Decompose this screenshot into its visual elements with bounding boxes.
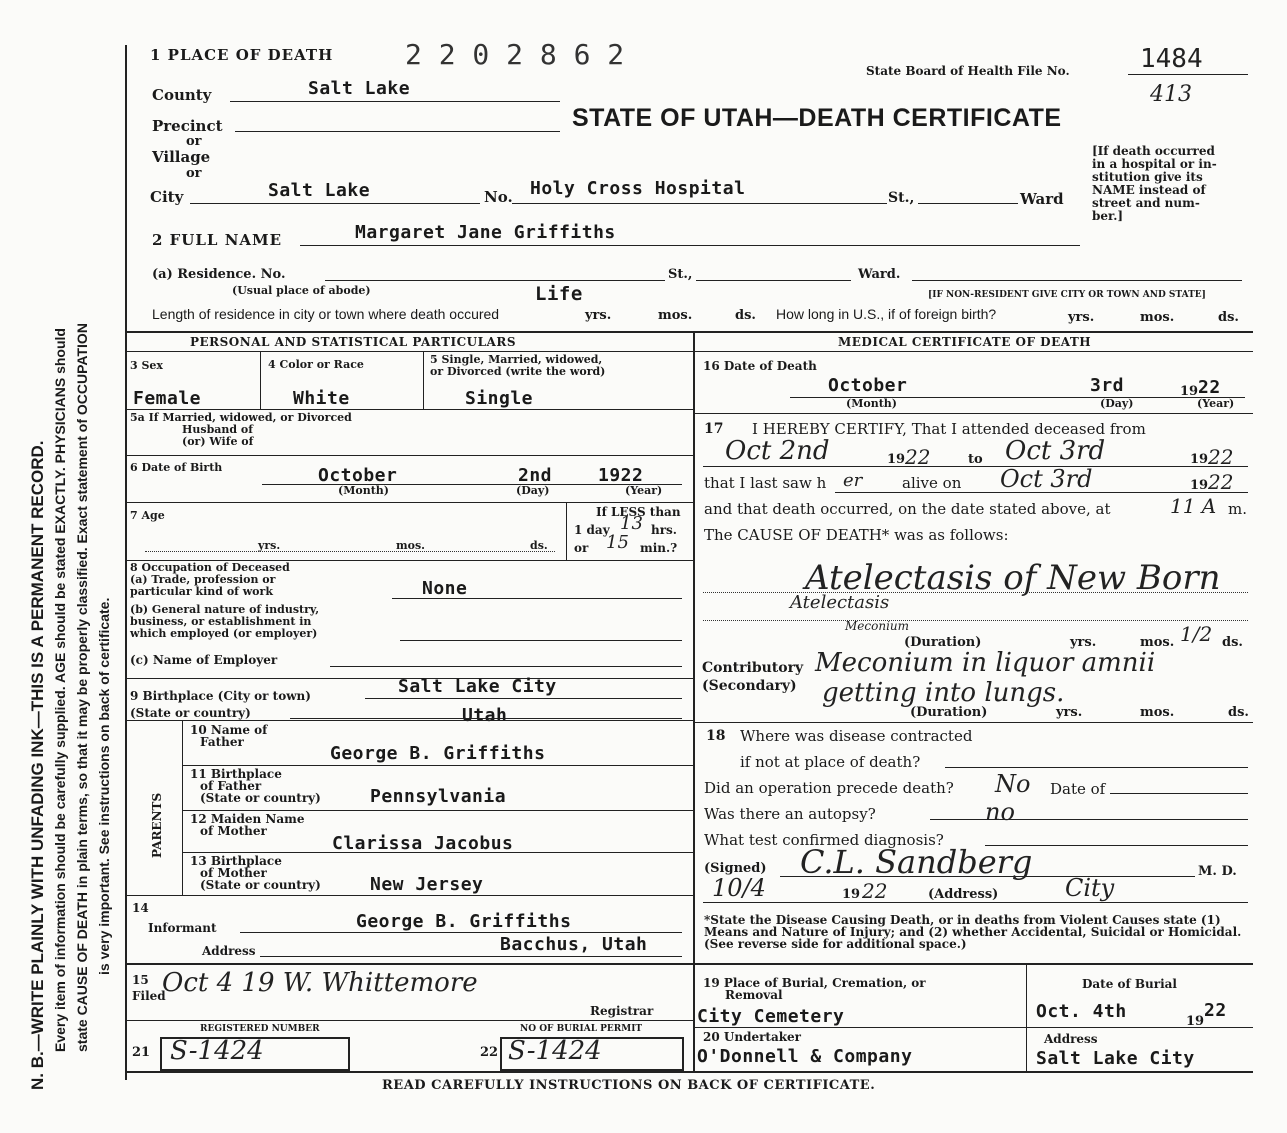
file-sub-number: 413 bbox=[1150, 82, 1192, 107]
birthplace-state-label: (State or country) bbox=[130, 706, 251, 720]
certificate-title: STATE OF UTAH—DEATH CERTIFICATE bbox=[572, 104, 1062, 132]
autopsy-label: Was there an autopsy? bbox=[704, 805, 876, 823]
foreign-birth-label: How long in U.S., if of foreign birth? bbox=[776, 306, 997, 322]
informant-address: Bacchus, Utah bbox=[500, 934, 648, 955]
undertaker-address: Salt Lake City bbox=[1036, 1048, 1195, 1069]
cause-duration-label: (Duration) bbox=[904, 635, 982, 650]
signed-19: 19 bbox=[842, 887, 861, 902]
file-number: 1484 bbox=[1140, 44, 1203, 74]
father-name: George B. Griffiths bbox=[330, 743, 546, 764]
death-time-label: and that death occurred, on the date stated above, at bbox=[704, 500, 1111, 518]
age-mos: mos. bbox=[396, 539, 425, 552]
footer-instructions: READ CAREFULLY INSTRUCTIONS ON BACK OF CERTIFICATE. bbox=[382, 1078, 876, 1093]
age-label: 7 Age bbox=[130, 509, 165, 522]
res-ds: ds. bbox=[735, 308, 756, 323]
dod-month: October bbox=[828, 375, 908, 396]
autopsy-value: no bbox=[985, 798, 1015, 826]
dob-label: 6 Date of Birth bbox=[130, 461, 223, 474]
personal-section-title: PERSONAL AND STATISTICAL PARTICULARS bbox=[190, 335, 517, 349]
dob-month-caption: (Month) bbox=[338, 484, 389, 497]
burial-date-label: Date of Burial bbox=[1082, 977, 1177, 991]
center-divider bbox=[693, 331, 695, 1071]
file-number-label: State Board of Health File No. bbox=[866, 64, 1070, 78]
marital-label-2: or Divorced (write the word) bbox=[430, 365, 606, 378]
side-note-line4: is very important. See instructions on back of certificate. bbox=[96, 597, 112, 975]
alive-19: 19 bbox=[1190, 478, 1209, 493]
street-no-label: No. bbox=[484, 188, 513, 206]
dod-year-prefix: 19 bbox=[1180, 384, 1199, 399]
marital-value: Single bbox=[465, 388, 534, 409]
operation-label: Did an operation precede death? bbox=[704, 779, 954, 797]
birthplace-city: Salt Lake City bbox=[398, 676, 557, 697]
age-hours-value: 13 bbox=[620, 513, 643, 534]
mother-birthplace-label: 13 Birthplace of Mother (State or country) bbox=[190, 854, 321, 892]
burial-permit-number: S-1424 bbox=[508, 1036, 602, 1066]
foreign-mos: mos. bbox=[1140, 310, 1175, 325]
attended-from: Oct 2nd bbox=[725, 436, 830, 466]
usual-abode-label: (Usual place of abode) bbox=[232, 284, 371, 297]
race-label: 4 Color or Race bbox=[268, 358, 364, 371]
street-label: St., bbox=[888, 190, 915, 206]
age-ds: ds. bbox=[530, 539, 548, 552]
undertaker-label: 20 Undertaker bbox=[703, 1030, 802, 1044]
dod-day: 3rd bbox=[1090, 375, 1125, 396]
dod-day-caption: (Day) bbox=[1100, 397, 1134, 410]
sex-label: 3 Sex bbox=[130, 359, 163, 372]
death-time: 11 A bbox=[1170, 494, 1217, 518]
dob-day: 2nd bbox=[518, 465, 553, 486]
date-of-death-label: 16 Date of Death bbox=[703, 359, 817, 373]
attended-to-19: 19 bbox=[1190, 452, 1209, 467]
reg-number-index: 21 bbox=[132, 1045, 151, 1060]
certify-index: 17 bbox=[704, 421, 724, 437]
registrar-label: Registrar bbox=[590, 1004, 654, 1018]
dob-month: October bbox=[318, 465, 398, 486]
informant-number: 14 bbox=[132, 901, 149, 915]
contrib-duration-mos: mos. bbox=[1140, 705, 1175, 720]
foreign-yrs: yrs. bbox=[1068, 310, 1095, 325]
filed-signature: Oct 4 19 W. Whittemore bbox=[162, 968, 478, 998]
signed-date: 10/4 bbox=[712, 874, 766, 902]
disease-contracted-label: Where was disease contracted bbox=[740, 727, 973, 745]
burial-permit-index: 22 bbox=[480, 1045, 499, 1060]
res-mos: mos. bbox=[658, 308, 693, 323]
or-min-label: or bbox=[574, 541, 589, 555]
precinct-label: Precinct bbox=[152, 117, 223, 135]
registered-number: S-1424 bbox=[170, 1036, 264, 1066]
q18-index: 18 bbox=[706, 728, 726, 744]
disease-contracted-label-2: if not at place of death? bbox=[740, 753, 921, 771]
registered-number-label: REGISTERED NUMBER bbox=[200, 1024, 320, 1034]
residence-length-label: Length of residence in city or town where death occured bbox=[152, 306, 500, 322]
form-left-border bbox=[125, 45, 127, 1080]
side-note-line2: Every item of information should be carefully supplied. AGE should be stated EXACTLY. PHYSICIANS should bbox=[52, 328, 68, 1052]
age-minutes-value: 15 bbox=[606, 532, 629, 553]
medical-section-title: MEDICAL CERTIFICATE OF DEATH bbox=[838, 335, 1092, 349]
mother-label: 12 Maiden Name of Mother bbox=[190, 812, 305, 838]
hrs-label: hrs. bbox=[651, 523, 677, 537]
meconium-note: Meconium bbox=[845, 619, 910, 633]
age-yrs: yrs. bbox=[258, 539, 281, 552]
attended-from-19: 19 bbox=[887, 452, 906, 467]
contributory-label: Contributory bbox=[702, 660, 804, 676]
industry-label: (b) General nature of industry, business, or establishment in which employed (or employer) bbox=[130, 603, 320, 640]
dob-year: 1922 bbox=[598, 465, 644, 486]
undertaker: O'Donnell & Company bbox=[697, 1046, 913, 1067]
burial-permit-label: NO OF BURIAL PERMIT bbox=[520, 1024, 643, 1034]
filed-number: 15 bbox=[132, 973, 149, 987]
death-time-m: m. bbox=[1228, 500, 1247, 518]
burial-19: 19 bbox=[1186, 1014, 1205, 1029]
informant-name: George B. Griffiths bbox=[356, 911, 572, 932]
marital-label-1: 5 Single, Married, widowed, bbox=[430, 353, 603, 366]
city-value: Salt Lake bbox=[268, 180, 371, 201]
dob-day-caption: (Day) bbox=[516, 484, 550, 497]
stamp-number: 2 2 0 2 8 6 2 bbox=[405, 38, 625, 71]
burial-date: Oct. 4th bbox=[1036, 1001, 1127, 1022]
cause-footnote: *State the Disease Causing Death, or in deaths from Violent Causes state (1) Means and Nature of Injury; and (2) whether Accidental, Suicidal or Homicidal. (See reverse side for additional space.) bbox=[704, 913, 1242, 951]
contrib-duration-label: (Duration) bbox=[910, 705, 988, 720]
side-note-line1: N. B.—WRITE PLAINLY WITH UNFADING INK—THIS IS A PERMANENT RECORD. bbox=[28, 440, 47, 1090]
physician-address-label: (Address) bbox=[928, 887, 999, 902]
attended-to: Oct 3rd bbox=[1005, 436, 1106, 466]
test-label: What test confirmed diagnosis? bbox=[704, 831, 944, 849]
cause-duration-mos: mos. bbox=[1140, 635, 1175, 650]
informant-label: Informant bbox=[148, 921, 217, 935]
ward-label: Ward bbox=[1020, 190, 1064, 208]
residence-ward-label: Ward. bbox=[858, 267, 901, 282]
signed-year: 22 bbox=[862, 879, 888, 903]
father-birthplace: Pennsylvania bbox=[370, 786, 507, 807]
village-label: Village bbox=[152, 148, 211, 166]
last-saw-pronoun: er bbox=[843, 470, 863, 491]
father-birthplace-label: 11 Birthplace of Father (State or country) bbox=[190, 767, 321, 805]
residence-label: (a) Residence. No. bbox=[152, 267, 286, 282]
county-value: Salt Lake bbox=[308, 78, 411, 99]
burial-place: City Cemetery bbox=[697, 1006, 845, 1027]
occupation-label: 8 Occupation of Deceased (a) Trade, profession or particular kind of work bbox=[130, 561, 290, 598]
cause-duration-ds: ds. bbox=[1222, 635, 1243, 650]
filed-label: Filed bbox=[132, 989, 166, 1003]
contributory-cause-1: Meconium in liquor amnii bbox=[815, 648, 1156, 678]
sex-value: Female bbox=[133, 388, 202, 409]
occupation-value: None bbox=[422, 578, 468, 599]
race-value: White bbox=[293, 388, 350, 409]
one-day-label: 1 day bbox=[574, 523, 610, 537]
side-note-line3: state CAUSE OF DEATH in plain terms, so that it may be properly classified. Exact statement of OCCUPATION bbox=[74, 323, 90, 1052]
physician-address: City bbox=[1065, 874, 1115, 902]
last-saw-date: Oct 3rd bbox=[1000, 465, 1093, 493]
county-label: County bbox=[152, 86, 212, 104]
burial-year: 22 bbox=[1204, 1000, 1227, 1021]
to-label: to bbox=[968, 452, 983, 467]
dod-month-caption: (Month) bbox=[846, 397, 897, 410]
last-saw-label: that I last saw h bbox=[704, 474, 827, 492]
foreign-ds: ds. bbox=[1218, 310, 1239, 325]
father-label: 10 Name of Father bbox=[190, 723, 268, 749]
alive-year: 22 bbox=[1208, 470, 1234, 494]
residence-st-label: St., bbox=[668, 267, 693, 282]
attended-to-year: 22 bbox=[1208, 445, 1234, 469]
dod-year-caption: (Year) bbox=[1197, 397, 1235, 410]
res-yrs: yrs. bbox=[585, 308, 612, 323]
spouse-label: 5a If Married, widowed, or Divorced Husband of (or) Wife of bbox=[130, 411, 352, 448]
undertaker-address-label: Address bbox=[1044, 1032, 1098, 1046]
operation-date-label: Date of bbox=[1050, 780, 1106, 798]
cause-duration-months: 1/2 bbox=[1180, 622, 1213, 646]
contrib-duration-yrs: yrs. bbox=[1056, 705, 1083, 720]
hospital-note: [If death occurred in a hospital or in- stitution give its NAME instead of street and num- ber.] bbox=[1092, 144, 1217, 223]
residence-length-value: Life bbox=[535, 283, 583, 305]
physician-signature: C.L. Sandberg bbox=[800, 843, 1033, 881]
dob-year-caption: (Year) bbox=[625, 484, 663, 497]
cause-of-death: Atelectasis of New Born bbox=[805, 558, 1221, 598]
md-label: M. D. bbox=[1198, 864, 1237, 879]
cause-correction: Atelectasis bbox=[790, 592, 890, 613]
street-no-value: Holy Cross Hospital bbox=[530, 178, 746, 199]
city-label: City bbox=[150, 188, 184, 206]
dod-year: 22 bbox=[1198, 377, 1221, 398]
secondary-label: (Secondary) bbox=[702, 678, 797, 694]
certify-text: I HEREBY CERTIFY, That I attended deceased from bbox=[752, 420, 1146, 438]
full-name-label: 2 FULL NAME bbox=[152, 231, 283, 249]
mother-birthplace: New Jersey bbox=[370, 874, 484, 895]
less-than-label: If LESS than bbox=[596, 505, 681, 519]
birthplace-label: 9 Birthplace (City or town) bbox=[130, 689, 311, 703]
informant-address-label: Address bbox=[202, 944, 256, 958]
full-name-value: Margaret Jane Griffiths bbox=[355, 222, 616, 243]
mother-name: Clarissa Jacobus bbox=[332, 833, 514, 854]
parents-label: PARENTS bbox=[150, 792, 164, 858]
employer-label: (c) Name of Employer bbox=[130, 653, 278, 667]
operation-value: No bbox=[995, 770, 1031, 798]
birthplace-state: Utah bbox=[462, 705, 508, 726]
or-text-1: or bbox=[186, 134, 202, 149]
place-of-death-label: 1 PLACE OF DEATH bbox=[150, 46, 334, 64]
attended-from-year: 22 bbox=[905, 445, 931, 469]
contrib-duration-ds: ds. bbox=[1228, 705, 1249, 720]
burial-place-label: 19 Place of Burial, Cremation, or Removal bbox=[703, 976, 926, 1002]
signed-label: (Signed) bbox=[704, 861, 767, 876]
min-label: min.? bbox=[640, 541, 678, 555]
alive-on-label: alive on bbox=[902, 474, 962, 492]
or-text-2: or bbox=[186, 166, 202, 181]
non-resident-note: [IF NON-RESIDENT GIVE CITY OR TOWN AND STATE] bbox=[928, 290, 1206, 300]
cause-duration-yrs: yrs. bbox=[1070, 635, 1097, 650]
cause-label: The CAUSE OF DEATH* was as follows: bbox=[704, 526, 1009, 544]
contributory-cause-2: getting into lungs. bbox=[822, 678, 1065, 708]
